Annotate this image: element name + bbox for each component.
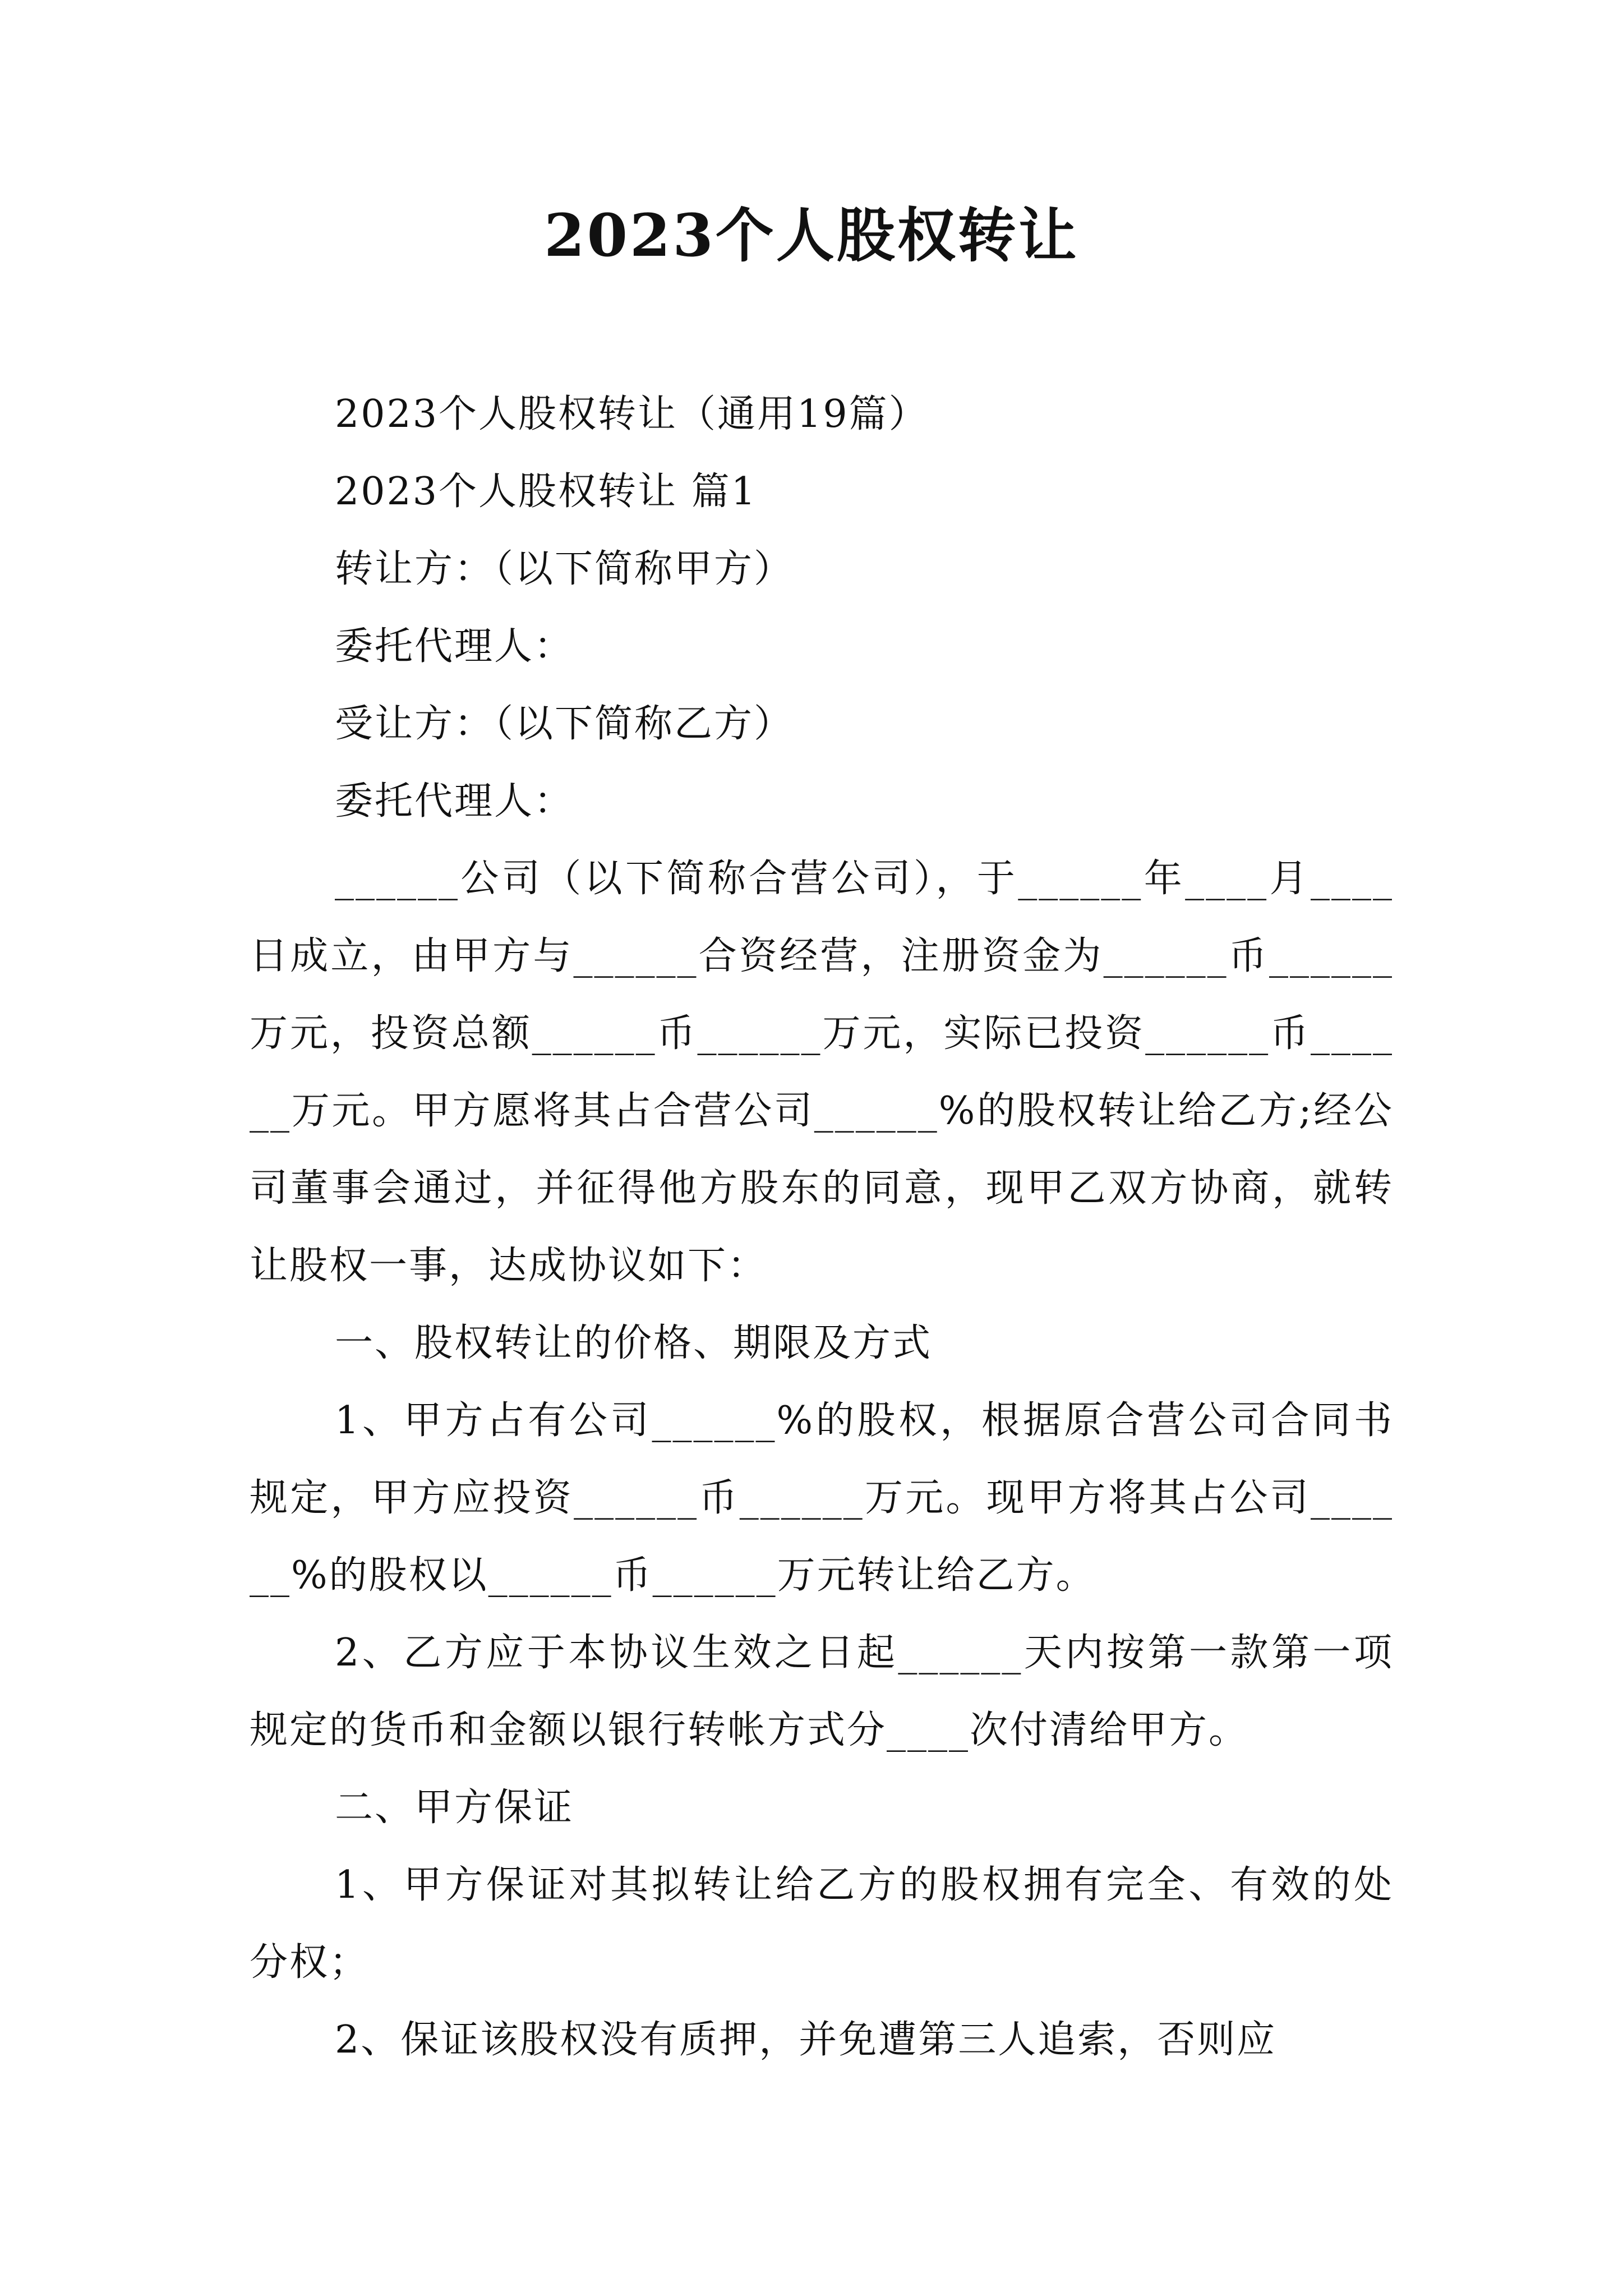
paragraph-chapter-heading: 2023个人股权转让 篇1 <box>335 470 757 514</box>
paragraph-clause-1-2: 2、乙方应于本协议生效之日起______天内按第一款第一项规定的货币和金额以银行转帐方式分____次付清给甲方。 <box>250 1631 1394 1752</box>
document-title: 2023个人股权转让 <box>544 201 1079 270</box>
paragraph-transferor: 转让方：（以下简称甲方） <box>335 547 794 591</box>
paragraph-section-2-heading: 二、甲方保证 <box>335 1786 574 1830</box>
paragraph-clause-2-2: 2、保证该股权没有质押，并免遭第三人追索，否则应 <box>335 2018 1277 2062</box>
paragraph-section-1-heading: 一、股权转让的价格、期限及方式 <box>335 1321 933 1365</box>
paragraph-subtitle: 2023个人股权转让（通用19篇） <box>335 392 929 436</box>
paragraph-company-background: ______公司（以下简称合营公司），于______年____月____日成立，由甲方与______合资经营，注册资金为______币______万元，投资总额______币______万元，实际已投资______币______万元。甲方愿将其占合营公司______%的股权转让给乙方;经公司董事会通过，并征得他方股东的同意，现甲乙双方协商，就转让股权一事，达成协议如下： <box>250 857 1394 1288</box>
paragraph-transferor-agent: 委托代理人： <box>335 624 574 669</box>
document-body <box>250 376 1394 2079</box>
paragraph-transferee: 受让方：（以下简称乙方） <box>335 702 794 746</box>
paragraph-transferee-agent: 委托代理人： <box>335 779 574 823</box>
paragraph-clause-1-1: 1、甲方占有公司______%的股权，根据原合营公司合同书规定，甲方应投资______币______万元。现甲方将其占公司______%的股权以______币______万元转让给乙方。 <box>250 1398 1394 1598</box>
paragraph-clause-2-1: 1、甲方保证对其拟转让给乙方的股权拥有完全、有效的处分权； <box>250 1863 1394 1985</box>
